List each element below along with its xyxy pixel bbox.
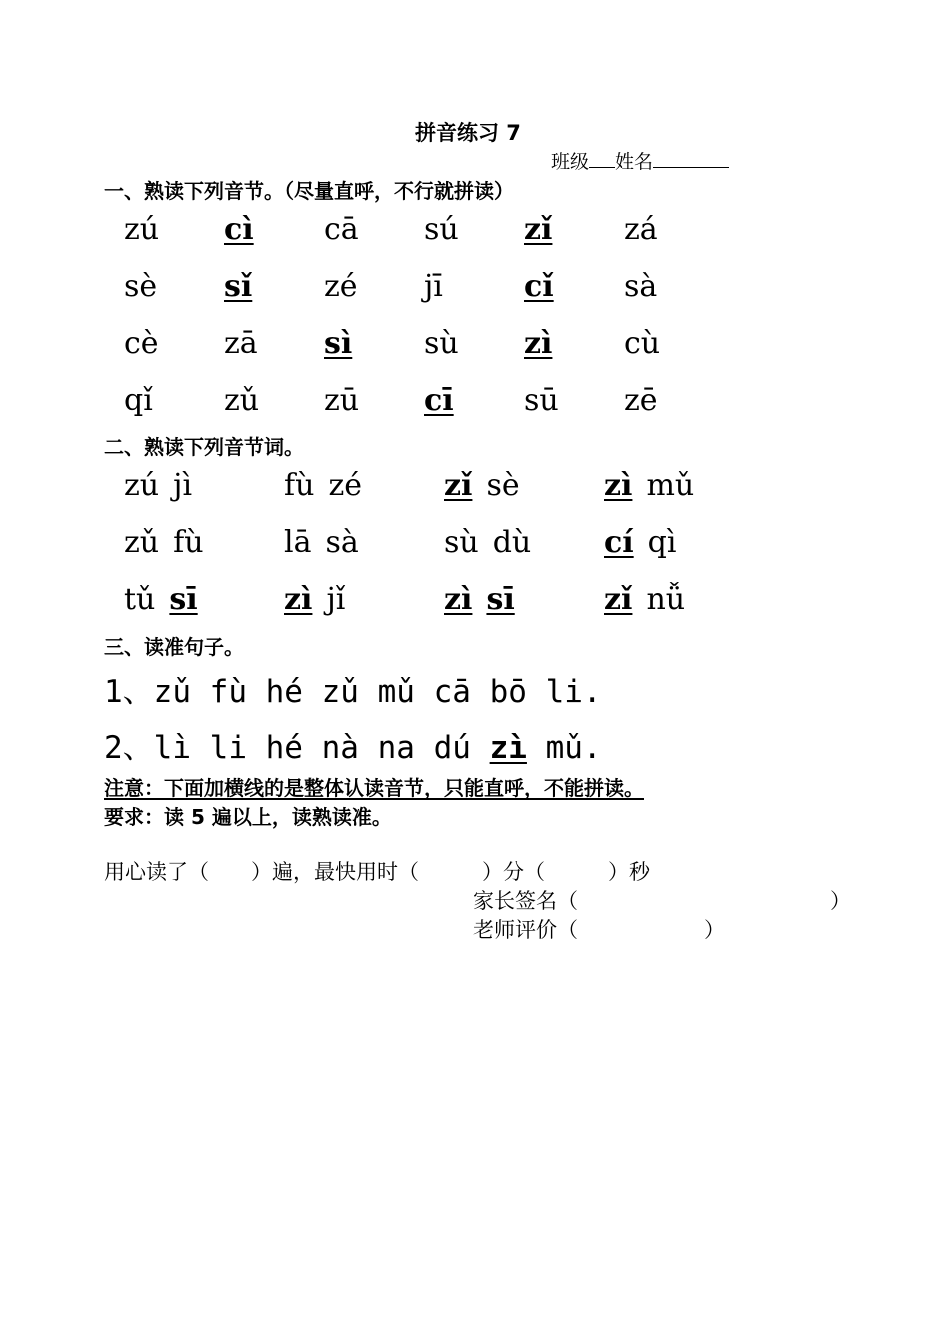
sentence-text: 2、lì li hé nà na dú xyxy=(104,730,490,766)
syllable: cā xyxy=(324,212,359,247)
syllable: tǔ xyxy=(124,582,156,617)
section3-heading: 三、读准句子。 xyxy=(104,635,244,659)
syllable: zú xyxy=(124,212,160,247)
syllable-word xyxy=(284,582,345,617)
whole-syllable: zì xyxy=(604,468,633,503)
syllable: zǔ xyxy=(224,383,260,418)
class-blank[interactable] xyxy=(589,149,615,168)
parent-sign-line: 家长签名（ ） xyxy=(473,889,851,913)
syllable: fù xyxy=(173,525,204,560)
syllable: cù xyxy=(624,326,661,361)
sentence-text: mǔ. xyxy=(526,730,602,766)
section1-heading: 一、熟读下列音节。（尽量直呼，不行就拼读） xyxy=(104,179,514,203)
whole-syllable: sī xyxy=(486,582,515,617)
syllable-word xyxy=(284,468,362,503)
whole-syllable: cí xyxy=(604,525,634,560)
whole-syllable: zǐ xyxy=(524,212,553,247)
whole-syllable: cī xyxy=(424,383,454,418)
syllable-word xyxy=(284,525,359,560)
syllable: zá xyxy=(624,212,658,247)
syllable: zā xyxy=(224,326,258,361)
syllable: sè xyxy=(124,269,158,304)
syllable-word xyxy=(444,582,515,617)
whole-syllable: cǐ xyxy=(524,269,554,304)
whole-syllable: zì xyxy=(444,582,473,617)
sentence-text: 1、zǔ fù hé zǔ mǔ cā bō li. xyxy=(104,674,602,710)
whole-syllable: sǐ xyxy=(224,269,253,304)
syllable: sè xyxy=(486,468,520,503)
whole-syllable: zǐ xyxy=(604,582,633,617)
syllable: qì xyxy=(647,525,677,560)
syllable: zé xyxy=(328,468,362,503)
syllable-word xyxy=(124,525,204,560)
syllable: sù xyxy=(444,525,479,560)
syllable-word xyxy=(444,525,531,560)
whole-syllable: cì xyxy=(224,212,254,247)
syllable: jī xyxy=(424,269,443,304)
syllable-word xyxy=(604,525,676,560)
syllable: sà xyxy=(325,525,359,560)
syllable: fù xyxy=(284,468,315,503)
whole-syllable: sì xyxy=(324,326,353,361)
requirement-text: 要求：读 5 遍以上，读熟读准。 xyxy=(104,805,392,829)
sentence-2 xyxy=(104,722,602,767)
syllable-word xyxy=(604,582,685,617)
sentence-1 xyxy=(104,666,602,711)
class-label: 班级 xyxy=(551,151,590,173)
syllable: lā xyxy=(284,525,312,560)
syllable-word xyxy=(124,582,198,617)
syllable-word xyxy=(444,468,520,503)
page-title: 拼音练习 7 xyxy=(415,121,521,145)
whole-syllable: zì xyxy=(284,582,313,617)
name-blank[interactable] xyxy=(653,149,729,168)
syllable: zū xyxy=(324,383,360,418)
syllable: sú xyxy=(424,212,459,247)
syllable: dù xyxy=(492,525,532,560)
note-text: 注意：下面加横线的是整体认读音节，只能直呼，不能拼读。 xyxy=(104,776,644,800)
syllable: cè xyxy=(124,326,159,361)
syllable-word xyxy=(604,468,694,503)
syllable: zú xyxy=(124,468,160,503)
syllable: mǔ xyxy=(646,468,695,503)
whole-syllable: zì xyxy=(524,326,553,361)
syllable: sù xyxy=(424,326,459,361)
class-name-line xyxy=(551,147,729,174)
whole-syllable: sī xyxy=(169,582,198,617)
read-times-line: 用心读了（ ）遍，最快用时（ ）分（ ）秒 xyxy=(104,860,650,884)
syllable: jǐ xyxy=(326,582,346,617)
syllable: zǔ xyxy=(124,525,160,560)
syllable: zē xyxy=(624,383,658,418)
whole-syllable: zì xyxy=(489,730,527,766)
syllable-word xyxy=(124,468,192,503)
syllable: sà xyxy=(624,269,658,304)
whole-syllable: zǐ xyxy=(444,468,473,503)
name-label: 姓名 xyxy=(615,151,654,173)
syllable: sū xyxy=(524,383,559,418)
syllable: qǐ xyxy=(124,383,153,418)
syllable: zé xyxy=(324,269,358,304)
section2-heading: 二、熟读下列音节词。 xyxy=(104,435,304,459)
syllable: nǚ xyxy=(646,582,686,617)
syllable: jì xyxy=(173,468,193,503)
teacher-eval-line: 老师评价（ ） xyxy=(473,918,725,942)
